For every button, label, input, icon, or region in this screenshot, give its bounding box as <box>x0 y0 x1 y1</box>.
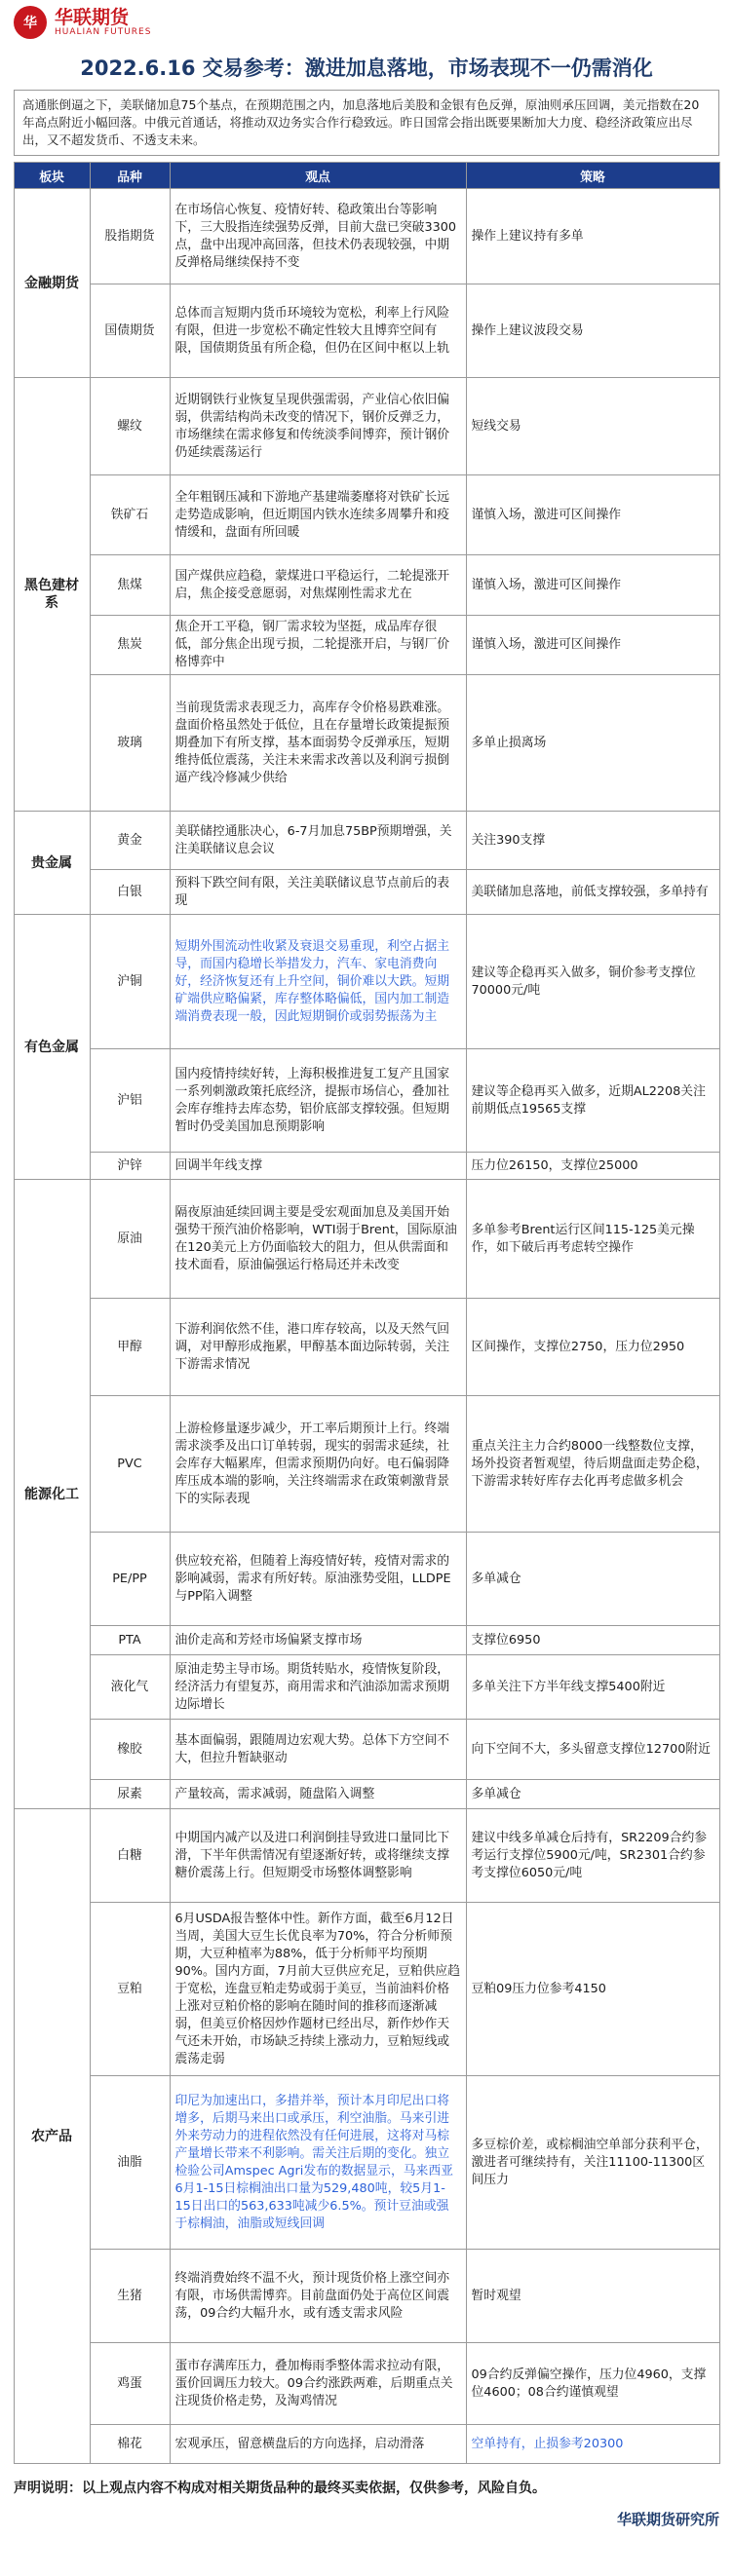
table-row <box>14 1396 719 1533</box>
table-row <box>14 284 719 378</box>
footer <box>14 2478 719 2497</box>
variety-cell: 白糖 <box>90 1809 170 1903</box>
view-cell: 短期外围流动性收紧及衰退交易重现，利空占据主导，而国内稳增长举措发力，汽车、家电消费向好，经济恢复还有上升空间，铜价难以大跌。短期矿端供应略偏紧，库存整体略偏低，国内加工制造端消费表现一般，因此短期铜价或弱势振荡为主 <box>170 915 466 1049</box>
variety-cell: PTA <box>90 1626 170 1655</box>
variety-cell: 黄金 <box>90 812 170 870</box>
variety-cell: 螺纹 <box>90 378 170 475</box>
table-row <box>14 1780 719 1809</box>
table-row <box>14 870 719 915</box>
board-cell: 有色金属 <box>14 915 90 1180</box>
table-row <box>14 555 719 616</box>
variety-cell: 橡胶 <box>90 1720 170 1780</box>
view-cell: 当前现货需求表现乏力，高库存令价格易跌难涨。盘面价格虽然处于低位，且在存量增长政策提振预期叠加下有所支撑，基本面弱势令反弹承压，短期维持低位震荡，关注未来需求改善以及利润亏损倒逼产线冷修减少供给 <box>170 675 466 812</box>
view-cell: 近期钢铁行业恢复呈现供强需弱，产业信心依旧偏弱，供需结构尚未改变的情况下，钢价反弹乏力，市场继续在需求修复和传统淡季间博弈，预计钢价仍延续震荡运行 <box>170 378 466 475</box>
logo-en: HUALIAN FUTURES <box>55 27 152 37</box>
strategy-cell: 支撑位6950 <box>466 1626 719 1655</box>
table-row <box>14 812 719 870</box>
strategy-cell: 多单减仓 <box>466 1780 719 1809</box>
table-row <box>14 1626 719 1655</box>
table-row <box>14 1809 719 1903</box>
variety-cell: 豆粕 <box>90 1903 170 2076</box>
table-row <box>14 1180 719 1299</box>
view-cell: 油价走高和芳烃市场偏紧支撑市场 <box>170 1626 466 1655</box>
strategy-cell: 多单参考Brent运行区间115-125美元操作，如下破后再考虑转空操作 <box>466 1180 719 1299</box>
view-cell: 美联储控通胀决心，6-7月加息75BP预期增强，关注美联储议息会议 <box>170 812 466 870</box>
strategy-cell: 关注390支撑 <box>466 812 719 870</box>
table-row <box>14 1533 719 1626</box>
variety-cell: 棉花 <box>90 2425 170 2464</box>
board-cell: 黑色建材系 <box>14 378 90 812</box>
header <box>0 0 733 43</box>
strategy-cell: 短线交易 <box>466 378 719 475</box>
variety-cell: 沪铜 <box>90 915 170 1049</box>
table-row <box>14 1655 719 1720</box>
header-variety: 品种 <box>90 163 170 189</box>
board-cell: 能源化工 <box>14 1180 90 1809</box>
brand-logo <box>14 6 151 39</box>
view-cell: 在市场信心恢复、疫情好转、稳政策出台等影响下，三大股指连续强势反弹，目前大盘已突破3300点，盘中出现冲高回落，但技术仍表现较强，中期反弹格局继续保持不变 <box>170 189 466 284</box>
view-cell: 蛋市存满库压力，叠加梅雨季整体需求拉动有限，蛋价回调压力较大。09合约涨跌两难，后期重点关注现货价格走势，及淘鸡情况 <box>170 2343 466 2425</box>
strategy-cell: 谨慎入场，激进可区间操作 <box>466 616 719 675</box>
view-cell: 6月USDA报告整体中性。新作方面，截至6月12日当周，美国大豆生长优良率为70%，符合分析师预期，大豆种植率为88%，低于分析师平均预期90%。国内方面，7月前大豆供应充足，豆粕供应趋于宽松，连盘豆粕走势或弱于美豆，当前油料价格上涨对豆粕价格的影响在随时间的推移而逐渐减弱，但美豆价格因炒作题材已经出尽，新作炒作天气还未开始，市场缺乏持续上涨动力，豆粕短线或震荡走弱 <box>170 1903 466 2076</box>
strategy-cell: 多单止损离场 <box>466 675 719 812</box>
variety-cell: 沪铝 <box>90 1049 170 1153</box>
strategy-cell: 09合约反弹偏空操作，压力位4960，支撑位4600；08合约谨慎观望 <box>466 2343 719 2425</box>
variety-cell: 生猪 <box>90 2250 170 2343</box>
variety-cell: 液化气 <box>90 1655 170 1720</box>
strategy-cell: 建议中线多单减仓后持有，SR2209合约参考运行支撑位5900元/吨，SR2301合约参考支撑位6050元/吨 <box>466 1809 719 1903</box>
strategy-cell: 谨慎入场，激进可区间操作 <box>466 475 719 555</box>
strategy-cell: 操作上建议持有多单 <box>466 189 719 284</box>
view-cell: 总体而言短期内货币环境较为宽松，利率上行风险有限，但进一步宽松不确定性较大且博弈空间有限，国债期货虽有所企稳，但仍在区间中枢以上轨 <box>170 284 466 378</box>
strategy-cell: 向下空间不大，多头留意支撑位12700附近 <box>466 1720 719 1780</box>
table-body <box>14 189 719 2464</box>
strategy-cell: 建议等企稳再买入做多，近期AL2208关注前期低点19565支撑 <box>466 1049 719 1153</box>
page-title: 2022.6.16 交易参考：激进加息落地，市场表现不一仍需消化 <box>80 57 653 80</box>
board-cell: 贵金属 <box>14 812 90 915</box>
table-row <box>14 1299 719 1396</box>
strategy-cell: 豆粕09压力位参考4150 <box>466 1903 719 2076</box>
variety-cell: PVC <box>90 1396 170 1533</box>
disclaimer-text: 以上观点内容不构成对相关期货品种的最终买卖依据，仅供参考，风险自负。 <box>82 2481 546 2496</box>
variety-cell: 尿素 <box>90 1780 170 1809</box>
view-cell: 回调半年线支撑 <box>170 1153 466 1180</box>
strategy-cell: 重点关注主力合约8000一线整数位支撑，场外投资者暂观望，待后期盘面走势企稳，下游需求转好库存去化再考虑做多机会 <box>466 1396 719 1533</box>
table-row <box>14 1903 719 2076</box>
variety-cell: 沪锌 <box>90 1153 170 1180</box>
strategy-cell: 谨慎入场，激进可区间操作 <box>466 555 719 616</box>
variety-cell: 鸡蛋 <box>90 2343 170 2425</box>
table-header-row <box>14 163 719 189</box>
strategy-cell: 多单关注下方半年线支撑5400附近 <box>466 1655 719 1720</box>
variety-cell: 焦炭 <box>90 616 170 675</box>
table-row <box>14 2425 719 2464</box>
header-board: 板块 <box>14 163 90 189</box>
variety-cell: 白银 <box>90 870 170 915</box>
table-row <box>14 2343 719 2425</box>
strategy-cell: 操作上建议波段交易 <box>466 284 719 378</box>
view-cell: 供应较充裕，但随着上海疫情好转，疫情对需求的影响减弱，需求有所好转。原油涨势受阻，LLDPE与PP陷入调整 <box>170 1533 466 1626</box>
variety-cell: PE/PP <box>90 1533 170 1626</box>
strategy-cell: 建议等企稳再买入做多，铜价参考支撑位70000元/吨 <box>466 915 719 1049</box>
trading-reference-table <box>14 162 720 2464</box>
strategy-cell: 多豆棕价差，或棕榈油空单部分获利平仓，激进者可继续持有，关注11100-11300区间压力 <box>466 2076 719 2250</box>
variety-cell: 油脂 <box>90 2076 170 2250</box>
view-cell: 基本面偏弱，跟随周边宏观大势。总体下方空间不大，但拉升暂缺驱动 <box>170 1720 466 1780</box>
view-cell: 宏观承压，留意横盘后的方向选择，启动滑落 <box>170 2425 466 2464</box>
table-row <box>14 915 719 1049</box>
view-cell: 印尼为加速出口，多措并举，预计本月印尼出口将增多，后期马来出口或承压，利空油脂。马来引进外来劳动力的进程依然没有任何进展，这将对马棕产量增长带来不利影响。需关注后期的变化。独立检验公司Amspec Agri发布的数据显示，马来西亚6月1-15日棕榈油出口量为529,480吨，较5月1-15日出口的563,633吨减少6.5%。预计豆油或强于棕榈油，油脂或短线回调 <box>170 2076 466 2250</box>
institute-name: 华联期货研究所 <box>616 2511 719 2528</box>
view-cell: 中期国内减产以及进口利润倒挂导致进口量同比下滑，下半年供需情况有望逐渐好转，或将继续支撑糖价震荡上行。但短期受市场整体调整影响 <box>170 1809 466 1903</box>
table-row <box>14 616 719 675</box>
strategy-cell: 区间操作，支撑位2750，压力位2950 <box>466 1299 719 1396</box>
disclaimer-label: 声明说明： <box>14 2481 82 2496</box>
disclaimer <box>14 2478 546 2497</box>
strategy-cell: 美联储加息落地，前低支撑较强，多单持有 <box>466 870 719 915</box>
header-strategy: 策略 <box>466 163 719 189</box>
strategy-cell: 多单减仓 <box>466 1533 719 1626</box>
variety-cell: 股指期货 <box>90 189 170 284</box>
view-cell: 全年粗钢压减和下游地产基建端萎靡将对铁矿长远走势造成影响，但近期国内铁水连续多周攀升和疫情缓和，盘面有所回暖 <box>170 475 466 555</box>
variety-cell: 甲醇 <box>90 1299 170 1396</box>
table-row <box>14 189 719 284</box>
strategy-cell: 暂时观望 <box>466 2250 719 2343</box>
strategy-cell: 空单持有，止损参考20300 <box>466 2425 719 2464</box>
variety-cell: 焦煤 <box>90 555 170 616</box>
header-view: 观点 <box>170 163 466 189</box>
view-cell: 产量较高，需求减弱，随盘陷入调整 <box>170 1780 466 1809</box>
board-cell: 农产品 <box>14 1809 90 2464</box>
variety-cell: 铁矿石 <box>90 475 170 555</box>
view-cell: 下游利润依然不佳，港口库存较高，以及天然气回调，对甲醇形成拖累，甲醇基本面边际转弱，关注下游需求情况 <box>170 1299 466 1396</box>
table-row <box>14 1720 719 1780</box>
table-row <box>14 1049 719 1153</box>
view-cell: 国产煤供应趋稳，蒙煤进口平稳运行，二轮提涨开启，焦企接受意愿弱，对焦煤刚性需求尤在 <box>170 555 466 616</box>
variety-cell: 国债期货 <box>90 284 170 378</box>
view-cell: 预料下跌空间有限，关注美联储议息节点前后的表现 <box>170 870 466 915</box>
table-row <box>14 475 719 555</box>
variety-cell: 原油 <box>90 1180 170 1299</box>
logo-mark: 华 <box>14 6 47 39</box>
strategy-cell: 压力位26150，支撑位25000 <box>466 1153 719 1180</box>
table-row <box>14 2250 719 2343</box>
variety-cell: 玻璃 <box>90 675 170 812</box>
view-cell: 原油走势主导市场。期货转贴水，疫情恢复阶段，经济活力有望复苏，商用需求和汽油添加需求预期边际增长 <box>170 1655 466 1720</box>
table-row <box>14 2076 719 2250</box>
table-row <box>14 675 719 812</box>
table-row <box>14 1153 719 1180</box>
market-summary: 高通胀倒逼之下，美联储加息75个基点，在预期范围之内，加息落地后美股和金银有色反弹，原油则承压回调，美元指数在20年高点附近小幅回落。中俄元首通话，将推动双边务实合作行稳致远。昨日国常会指出既要果断加大力度、稳经济政策应出尽出，又不超发货币、不透支未来。 <box>14 90 719 156</box>
view-cell: 上游检修量逐步减少，开工率后期预计上行。终端需求淡季及出口订单转弱，现实的弱需求延续，社会库存大幅累库，但需求预期仍向好。电石偏弱降库压成本端的影响，关注终端需求在政策刺激背景下的实际表现 <box>170 1396 466 1533</box>
logo-cn: 华联期货 <box>55 7 130 28</box>
view-cell: 国内疫情持续好转，上海积极推进复工复产且国家一系列刺激政策托底经济，提振市场信心，叠加社会库存维持去库态势，铝价底部支撑较强。但短期暂时仍受美国加息预期影响 <box>170 1049 466 1153</box>
view-cell: 隔夜原油延续回调主要是受宏观面加息及美国开始强势干预汽油价格影响，WTI弱于Brent，国际原油在120美元上方仍面临较大的阻力，但从供需面和技术面看，原油偏强运行格局还并未改变 <box>170 1180 466 1299</box>
view-cell: 焦企开工平稳，钢厂需求较为坚挺，成品库存很低，部分焦企出现亏损，二轮提涨开启，与钢厂价格博弈中 <box>170 616 466 675</box>
view-cell: 终端消费始终不温不火，预计现货价格上涨空间亦有限，市场供需博弈。目前盘面仍处于高位区间震荡，09合约大幅升水，或有透支需求风险 <box>170 2250 466 2343</box>
table-row <box>14 378 719 475</box>
board-cell: 金融期货 <box>14 189 90 378</box>
